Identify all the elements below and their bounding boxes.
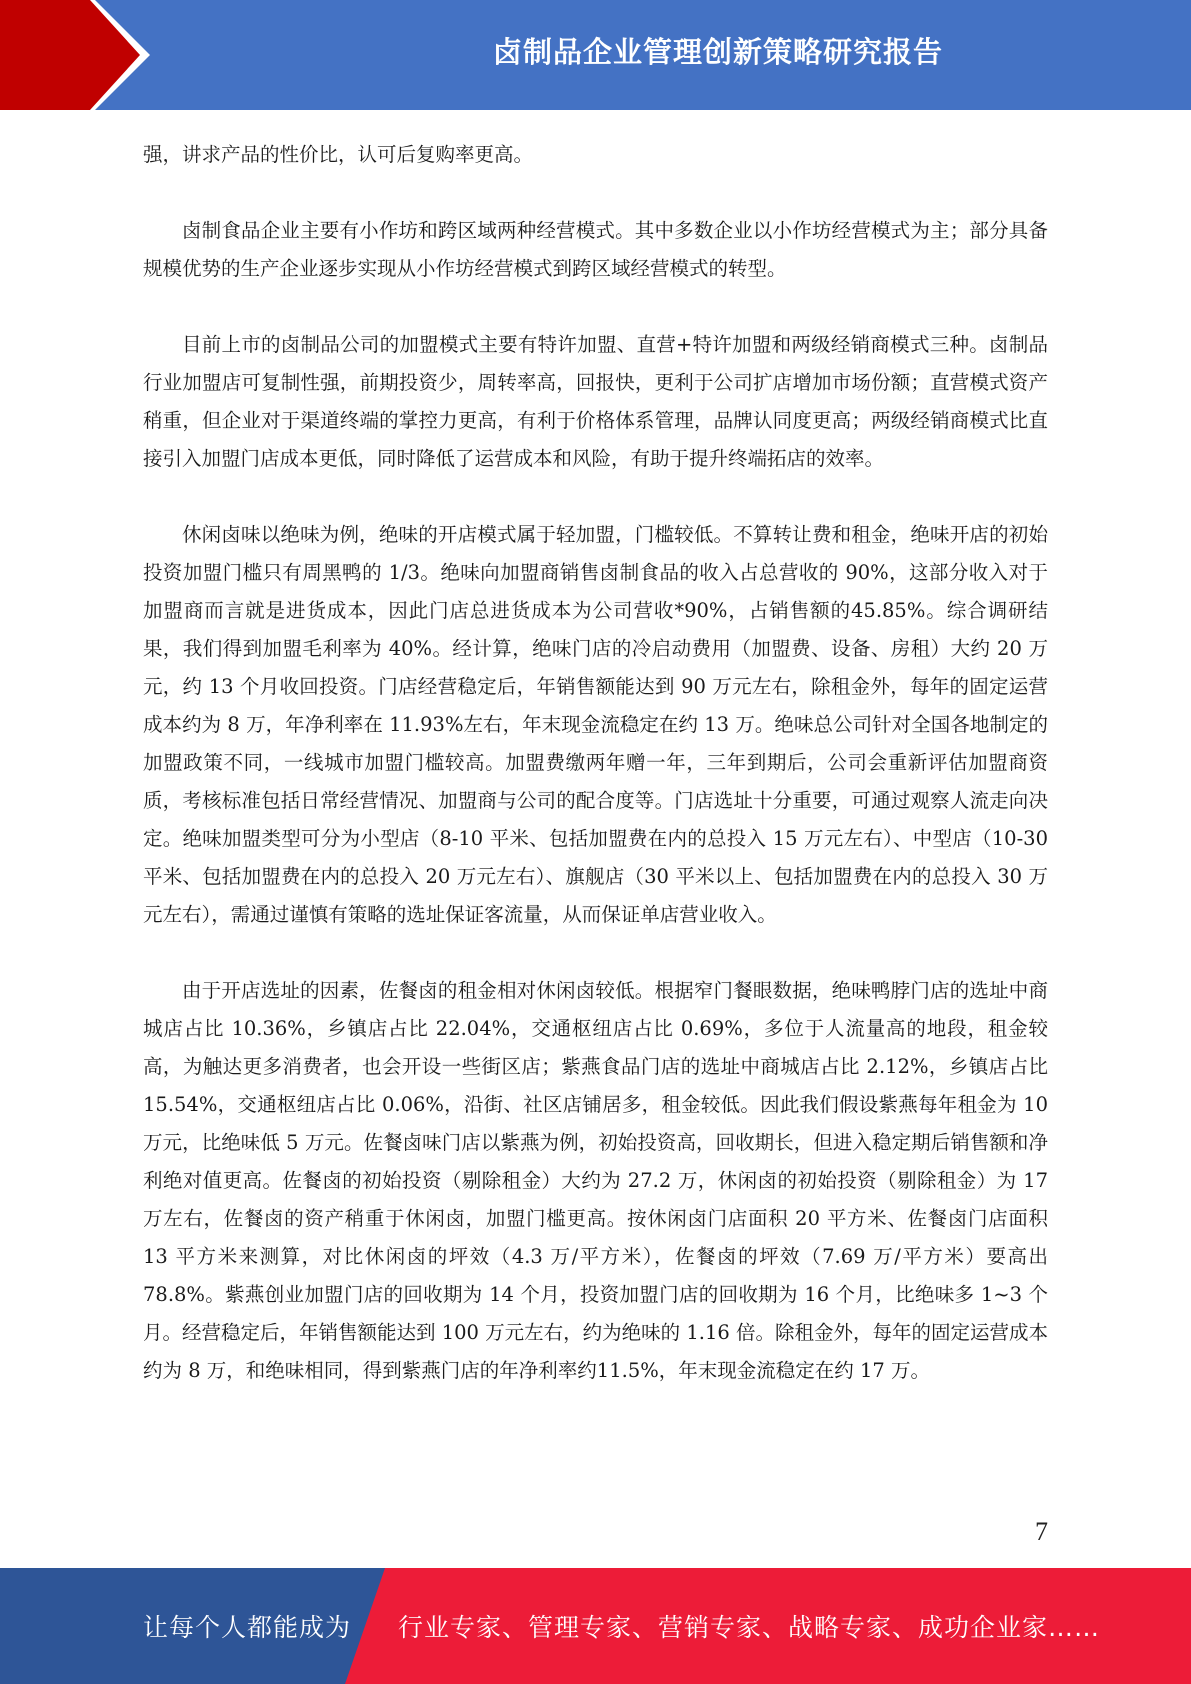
report-title: 卤制品企业管理创新策略研究报告	[492, 34, 943, 69]
page-number: 7	[1035, 1517, 1048, 1546]
paragraph-2: 卤制食品企业主要有小作坊和跨区域两种经营模式。其中多数企业以小作坊经营模式为主；部分具备规模优势的生产企业逐步实现从小作坊经营模式到跨区域经营模式的转型。	[143, 219, 1048, 280]
footer-slogan-left: 让每个人都能成为	[143, 1613, 352, 1642]
document-body	[143, 136, 1048, 1428]
footer-slogan-right: 行业专家、管理专家、营销专家、战略专家、成功企业家……	[398, 1613, 1101, 1642]
page-footer	[0, 1568, 1191, 1684]
paragraph-4: 休闲卤味以绝味为例，绝味的开店模式属于轻加盟，门槛较低。不算转让费和租金，绝味开店的初始投资加盟门槛只有周黑鸭的 1/3。绝味向加盟商销售卤制食品的收入占总营收的 90%，这部分收入对于加盟商而言就是进货成本，因此门店总进货成本为公司营收*90%，占销售额的45.85%。综合调研结果，我们得到加盟毛利率为 40%。经计算，绝味门店的冷启动费用（加盟费、设备、房租）大约 20 万元，约 13 个月收回投资。门店经营稳定后，年销售额能达到 90 万元左右，除租金外，每年的固定运营成本约为 8 万，年净利率在 11.93%左右，年末现金流稳定在约 13 万。绝味总公司针对全国各地制定的加盟政策不同，一线城市加盟门槛较高。加盟费缴两年赠一年，三年到期后，公司会重新评估加盟商资质，考核标准包括日常经营情况、加盟商与公司的配合度等。门店选址十分重要，可通过观察人流走向决定。绝味加盟类型可分为小型店（8-10 平米、包括加盟费在内的总投入 15 万元左右）、中型店（10-30 平米、包括加盟费在内的总投入 20 万元左右）、旗舰店（30 平米以上、包括加盟费在内的总投入 30 万元左右），需通过谨慎有策略的选址保证客流量，从而保证单店营业收入。	[143, 523, 1048, 926]
paragraph-1: 强，讲求产品的性价比，认可后复购率更高。	[143, 143, 534, 166]
paragraph-5: 由于开店选址的因素，佐餐卤的租金相对休闲卤较低。根据窄门餐眼数据，绝味鸭脖门店的选址中商城店占比 10.36%，乡镇店占比 22.04%，交通枢纽店占比 0.69%，多位于人流量高的地段，租金较高，为触达更多消费者，也会开设一些街区店；紫燕食品门店的选址中商城店占比 2.12%，乡镇店占比 15.54%，交通枢纽店占比 0.06%，沿街、社区店铺居多，租金较低。因此我们假设紫燕每年租金为 10 万元，比绝味低 5 万元。佐餐卤味门店以紫燕为例，初始投资高，回收期长，但进入稳定期后销售额和净利绝对值更高。佐餐卤的初始投资（剔除租金）大约为 27.2 万，休闲卤的初始投资（剔除租金）为 17 万左右，佐餐卤的资产稍重于休闲卤，加盟门槛更高。按休闲卤门店面积 20 平方米、佐餐卤门店面积 13 平方米来测算，对比休闲卤的坪效（4.3 万/平方米），佐餐卤的坪效（7.69 万/平方米）要高出 78.8%。紫燕创业加盟门店的回收期为 14 个月，投资加盟门店的回收期为 16 个月，比绝味多 1~3 个月。经营稳定后，年销售额能达到 100 万元左右，约为绝味的 1.16 倍。除租金外，每年的固定运营成本约为 8 万，和绝味相同，得到紫燕门店的年净利率约11.5%，年末现金流稳定在约 17 万。	[143, 979, 1048, 1382]
header-red-tab	[0, 0, 140, 110]
page-header	[0, 0, 1191, 110]
paragraph-3: 目前上市的卤制品公司的加盟模式主要有特许加盟、直营+特许加盟和两级经销商模式三种。卤制品行业加盟店可复制性强，前期投资少，周转率高，回报快，更利于公司扩店增加市场份额；直营模式资产稍重，但企业对于渠道终端的掌控力更高，有利于价格体系管理，品牌认同度更高；两级经销商模式比直接引入加盟门店成本更低，同时降低了运营成本和风险，有助于提升终端拓店的效率。	[143, 333, 1048, 470]
